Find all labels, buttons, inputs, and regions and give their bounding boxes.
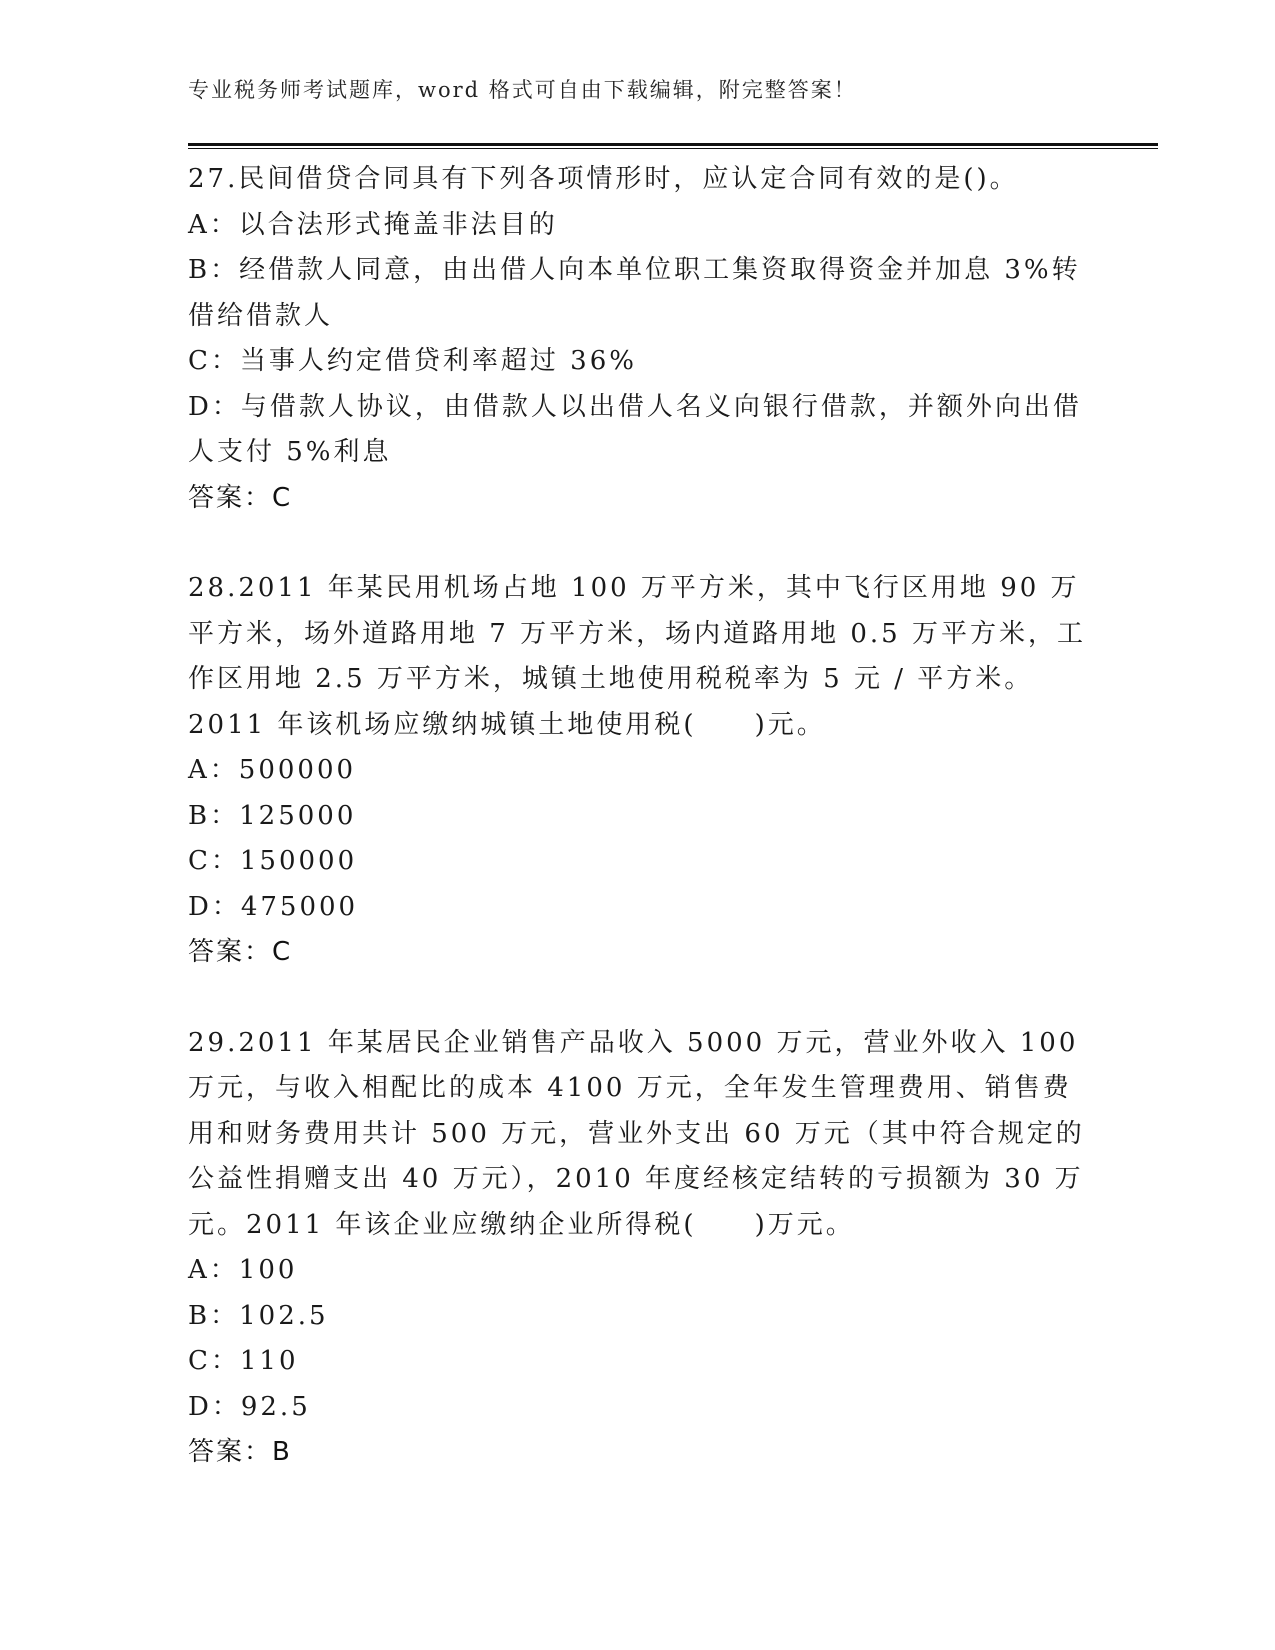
option-c: C：110 bbox=[188, 1346, 299, 1376]
option-a: A：100 bbox=[188, 1255, 298, 1285]
option-c: C：150000 bbox=[188, 846, 358, 876]
question-29 bbox=[188, 1021, 1088, 1476]
spacer bbox=[188, 976, 1088, 1021]
question-stem: 28.2011 年某民用机场占地 100 万平方米，其中飞行区用地 90 万平方米，场外道路用地 7 万平方米，场内道路用地 0.5 万平方米，工作区用地 2.5 万平方米，城镇土地使用税税率为 5 元 / 平方米。2011 年该机场应缴纳城镇土地使用税( )元。 bbox=[188, 573, 1086, 740]
option-a: A：以合法形式掩盖非法目的 bbox=[188, 209, 558, 240]
question-27 bbox=[188, 157, 1088, 521]
option-a: A：500000 bbox=[188, 755, 357, 785]
option-b: B：102.5 bbox=[188, 1300, 329, 1331]
question-stem: 29.2011 年某居民企业销售产品收入 5000 万元，营业外收入 100 万元，与收入相配比的成本 4100 万元，全年发生管理费用、销售费用和财务费用共计 500 万元，营业外支出 60 万元（其中符合规定的公益性捐赠支出 40 万元），2010 年度经核定结转的亏损额为 30 万元。2011 年该企业应缴纳企业所得税( )万元。 bbox=[188, 1027, 1085, 1240]
header-rule bbox=[188, 143, 1158, 149]
spacer bbox=[188, 521, 1088, 566]
question-28 bbox=[188, 566, 1088, 976]
answer: 答案：C bbox=[188, 482, 293, 513]
question-list bbox=[188, 157, 1088, 1476]
option-c: C：当事人约定借贷利率超过 36% bbox=[188, 346, 637, 376]
answer: 答案：C bbox=[188, 937, 293, 967]
option-d: D：与借款人协议，由借款人以出借人名义向银行借款，并额外向出借人支付 5%利息 bbox=[188, 391, 1082, 467]
page-header: 专业税务师考试题库，word 格式可自由下载编辑，附完整答案！ bbox=[188, 78, 857, 102]
option-d: D：92.5 bbox=[188, 1391, 311, 1422]
option-d: D：475000 bbox=[188, 891, 359, 922]
option-b: B：经借款人同意，由出借人向本单位职工集资取得资金并加息 3%转借给借款人 bbox=[188, 255, 1081, 331]
option-b: B：125000 bbox=[188, 800, 357, 831]
question-stem: 27.民间借贷合同具有下列各项情形时，应认定合同有效的是()。 bbox=[188, 164, 1019, 194]
answer: 答案：B bbox=[188, 1437, 292, 1467]
